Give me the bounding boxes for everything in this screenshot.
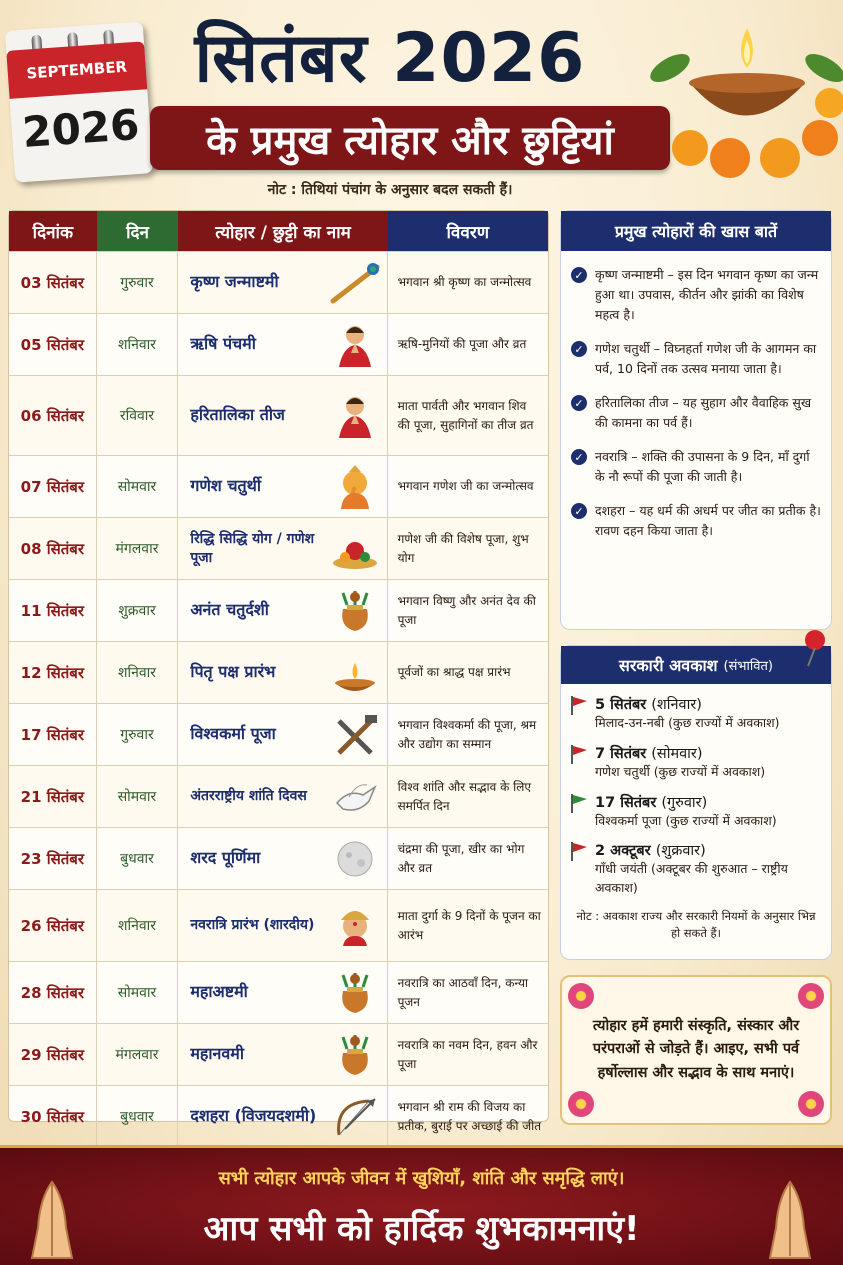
row-day: शनिवार [97, 890, 179, 961]
row-day: रविवार [97, 376, 179, 455]
diya-icon [329, 649, 381, 697]
table-row [9, 1023, 548, 1085]
festival-name: विश्वकर्मा पूजा [190, 724, 276, 744]
row-day: बुधवार [97, 828, 179, 889]
header-name: त्योहार / छुट्टी का नाम [178, 211, 387, 251]
holiday-body [595, 792, 777, 831]
festival-name: हरितालिका तीज [190, 405, 285, 425]
praying-woman-icon [329, 392, 381, 440]
highlight-text: गणेश चतुर्थी – विघ्नहर्ता गणेश जी के आगमन का पर्व, 10 दिनों तक उत्सव मनाया जाता है। [595, 341, 817, 376]
page-title: सितंबर 2026 [194, 19, 586, 98]
highlight-item [561, 393, 831, 433]
row-day: सोमवार [97, 456, 179, 517]
highlight-item [561, 447, 831, 487]
holiday-item [561, 743, 831, 782]
holiday-day: (शनिवार) [651, 697, 702, 713]
festival-name: अंतरराष्ट्रीय शांति दिवस [190, 788, 307, 805]
header-date: दिनांक [9, 211, 97, 251]
diya-icon [640, 8, 840, 188]
kalash-icon [329, 1031, 381, 1079]
holidays-note: नोट : अवकाश राज्य और सरकारी नियमों के अनुसार भिन्न हो सकते हैं। [576, 908, 816, 940]
table-header [9, 211, 548, 251]
row-desc: पूर्वजों का श्राद्ध पक्ष प्रारंभ [397, 665, 511, 680]
tools-icon [329, 711, 381, 759]
row-day: शनिवार [97, 314, 179, 375]
row-desc: भगवान श्री कृष्ण का जन्मोत्सव [397, 275, 532, 290]
highlight-item [561, 339, 831, 379]
flower-icon [798, 983, 824, 1009]
table-row [9, 579, 548, 641]
header-day: दिन [97, 211, 179, 251]
holiday-date [595, 743, 765, 763]
festival-name: कृष्ण जन्माष्टमी [190, 272, 279, 292]
row-date: 12 सितंबर [9, 642, 97, 703]
festival-name: ऋषि पंचमी [190, 334, 256, 354]
row-day: सोमवार [97, 766, 179, 827]
flag-icon [569, 694, 589, 716]
row-day: गुरुवार [97, 252, 179, 313]
festival-name: दशहरा (विजयदशमी) [190, 1106, 317, 1126]
festival-name: पितृ पक्ष प्रारंभ [190, 662, 276, 682]
festival-name: नवरात्रि प्रारंभ (शारदीय) [190, 917, 315, 934]
holidays-title: सरकारी अवकाश [619, 656, 718, 675]
pooja-thali-icon [329, 525, 381, 573]
row-festival [178, 252, 387, 313]
table-row [9, 889, 548, 961]
holiday-item [561, 792, 831, 831]
row-festival [178, 704, 387, 765]
praying-woman-icon [329, 321, 381, 369]
holiday-date [595, 792, 777, 812]
row-date: 08 सितंबर [9, 518, 97, 579]
check-icon: ✓ [571, 341, 587, 357]
row-festival [178, 766, 387, 827]
row-desc: भगवान विष्णु और अनंत देव की पूजा [397, 593, 536, 627]
row-desc: ऋषि-मुनियों की पूजा और व्रत [397, 337, 527, 352]
row-festival [178, 1086, 387, 1147]
moon-icon [329, 835, 381, 883]
holiday-body [595, 694, 780, 733]
table-row [9, 827, 548, 889]
holiday-desc: गणेश चतुर्थी (कुछ राज्यों में अवकाश) [595, 763, 766, 779]
row-date: 06 सितंबर [9, 376, 97, 455]
holiday-date-text: 2 अक्टूबर [595, 843, 651, 860]
check-icon: ✓ [571, 395, 587, 411]
row-day: मंगलवार [97, 1024, 179, 1085]
holiday-day: (सोमवार) [651, 745, 703, 762]
row-date: 11 सितंबर [9, 580, 97, 641]
footer-line-1: सभी त्योहार आपके जीवन में खुशियाँ, शांति और समृद्धि लाएं। [218, 1168, 625, 1189]
holiday-item [561, 694, 831, 733]
quote-panel [560, 975, 832, 1125]
row-desc: भगवान विश्वकर्मा की पूजा, श्रम और उद्योग का सम्मान [397, 717, 537, 751]
festival-name: महाअष्टमी [190, 982, 248, 1002]
flower-icon [798, 1091, 824, 1117]
holiday-day: (गुरुवार) [661, 794, 708, 811]
ganesha-icon [329, 463, 381, 511]
row-day: बुधवार [97, 1086, 179, 1147]
pushpin-icon [800, 628, 830, 668]
row-desc: भगवान गणेश जी का जन्मोत्सव [397, 479, 534, 494]
table-row [9, 517, 548, 579]
table-body [9, 251, 548, 1147]
row-festival [178, 456, 387, 517]
holiday-body [595, 840, 825, 898]
row-desc: विश्व शांति और सद्भाव के लिए समर्पित दिन [397, 779, 532, 813]
row-day: गुरुवार [97, 704, 179, 765]
holiday-desc: गाँधी जयंती (अक्टूबर की शुरुआत – राष्ट्रीय अवकाश) [595, 861, 788, 895]
table-row [9, 961, 548, 1023]
row-date: 21 सितंबर [9, 766, 97, 827]
row-festival [178, 642, 387, 703]
holidays-header [561, 646, 831, 684]
flag-icon [569, 792, 589, 814]
bow-arrow-icon [329, 1093, 381, 1141]
footer-banner [0, 1145, 843, 1265]
festival-name: शरद पूर्णिमा [190, 848, 261, 868]
highlight-item [561, 265, 831, 325]
row-festival [178, 828, 387, 889]
table-row [9, 375, 548, 455]
holidays-panel [560, 645, 832, 960]
row-festival [178, 962, 387, 1023]
table-row [9, 251, 548, 313]
holiday-date [595, 694, 780, 714]
row-day: शनिवार [97, 642, 179, 703]
row-festival [178, 314, 387, 375]
row-day: मंगलवार [97, 518, 179, 579]
row-desc: नवरात्रि का नवम दिन, हवन और पूजा [397, 1037, 538, 1071]
calendar-month: SEPTEMBER [6, 41, 147, 99]
table-row [9, 765, 548, 827]
row-desc: गणेश जी की विशेष पूजा, शुभ योग [397, 531, 529, 565]
row-festival [178, 890, 387, 961]
row-desc: भगवान श्री राम की विजय का प्रतीक, बुराई पर अच्छाई की जीत [397, 1099, 542, 1133]
holiday-day: (शुक्रवार) [655, 843, 706, 860]
flute-icon [329, 259, 381, 307]
row-desc: चंद्रमा की पूजा, खीर का भोग और व्रत [397, 841, 525, 875]
festival-name: महानवमी [190, 1044, 245, 1064]
highlights-panel [560, 210, 832, 630]
highlights-list [561, 265, 831, 541]
flag-icon [569, 840, 589, 862]
holiday-desc: मिलाद-उन-नबी (कुछ राज्यों में अवकाश) [595, 715, 780, 730]
holiday-body [595, 743, 765, 782]
highlight-item [561, 501, 831, 541]
row-date: 17 सितंबर [9, 704, 97, 765]
holiday-desc: विश्वकर्मा पूजा (कुछ राज्यों में अवकाश) [595, 812, 777, 828]
row-desc: माता पार्वती और भगवान शिव की पूजा, सुहागिनों का तीज व्रत [397, 398, 534, 432]
table-row [9, 703, 548, 765]
check-icon: ✓ [571, 267, 587, 283]
row-festival [178, 580, 387, 641]
kalash-icon [329, 587, 381, 635]
holiday-item [561, 840, 831, 898]
holidays-subtitle: (संभावित) [723, 659, 773, 674]
row-date: 23 सितंबर [9, 828, 97, 889]
holidays-list [561, 694, 831, 898]
festival-table [8, 210, 549, 1133]
highlight-text: नवरात्रि – शक्ति की उपासना के 9 दिन, माँ दुर्गा के नौ रूपों की पूजा की जाती है। [595, 449, 810, 484]
table-row [9, 1085, 548, 1147]
row-date: 26 सितंबर [9, 890, 97, 961]
row-desc: माता दुर्गा के 9 दिनों के पूजन का आरंभ [397, 908, 541, 942]
row-date: 30 सितंबर [9, 1086, 97, 1147]
table-row [9, 313, 548, 375]
row-date: 28 सितंबर [9, 962, 97, 1023]
row-date: 03 सितंबर [9, 252, 97, 313]
row-festival [178, 376, 387, 455]
highlight-text: दशहरा – यह धर्म की अधर्म पर जीत का प्रतीक है। रावण दहन किया जाता है। [595, 503, 821, 538]
flower-icon [568, 1091, 594, 1117]
row-date: 05 सितंबर [9, 314, 97, 375]
check-icon: ✓ [571, 449, 587, 465]
quote-text: त्योहार हमें हमारी संस्कृति, संस्कार और परंपराओं से जोड़ते हैं। आइए, सभी पर्व हर्षोल्लास और सद्भाव के साथ मनाएं। [592, 1018, 800, 1081]
dove-icon [329, 773, 381, 821]
namaste-hands-icon [760, 1178, 820, 1262]
highlights-title: प्रमुख त्योहारों की खास बातें [561, 211, 831, 251]
namaste-hands-icon [22, 1178, 82, 1262]
festival-name: गणेश चतुर्थी [190, 476, 262, 496]
row-day: सोमवार [97, 962, 179, 1023]
top-note: नोट : तिथियां पंचांग के अनुसार बदल सकती हैं। [267, 182, 513, 198]
row-festival [178, 518, 387, 579]
calendar-icon [5, 21, 153, 182]
festival-name: रिद्धि सिद्धि योग / गणेश पूजा [190, 531, 315, 566]
footer-line-2: आप सभी को हार्दिक शुभकामनाएं! [203, 1209, 640, 1249]
flag-icon [569, 743, 589, 765]
festival-name: अनंत चतुर्दशी [190, 600, 269, 620]
kalash-icon [329, 969, 381, 1017]
row-festival [178, 1024, 387, 1085]
highlight-text: हरितालिका तीज – यह सुहाग और वैवाहिक सुख की कामना का पर्व हैं। [595, 395, 812, 430]
header-desc: विवरण [388, 211, 548, 251]
row-desc: नवरात्रि का आठवाँ दिन, कन्या पूजन [397, 975, 529, 1009]
row-day: शुक्रवार [97, 580, 179, 641]
row-date: 29 सितंबर [9, 1024, 97, 1085]
title-banner: के प्रमुख त्योहार और छुट्टियां [150, 106, 670, 170]
holiday-date [595, 840, 825, 860]
row-date: 07 सितंबर [9, 456, 97, 517]
table-row [9, 641, 548, 703]
durga-icon [329, 902, 381, 950]
holiday-date-text: 7 सितंबर [595, 745, 647, 762]
holiday-date-text: 5 सितंबर [595, 697, 647, 713]
holiday-date-text: 17 सितंबर [595, 794, 657, 811]
check-icon: ✓ [571, 503, 587, 519]
flower-icon [568, 983, 594, 1009]
table-row [9, 455, 548, 517]
calendar-year: 2026 [20, 99, 141, 157]
highlight-text: कृष्ण जन्माष्टमी – इस दिन भगवान कृष्ण का जन्म हुआ था। उपवास, कीर्तन और झांकी का विशेष महत्व है। [595, 267, 819, 322]
